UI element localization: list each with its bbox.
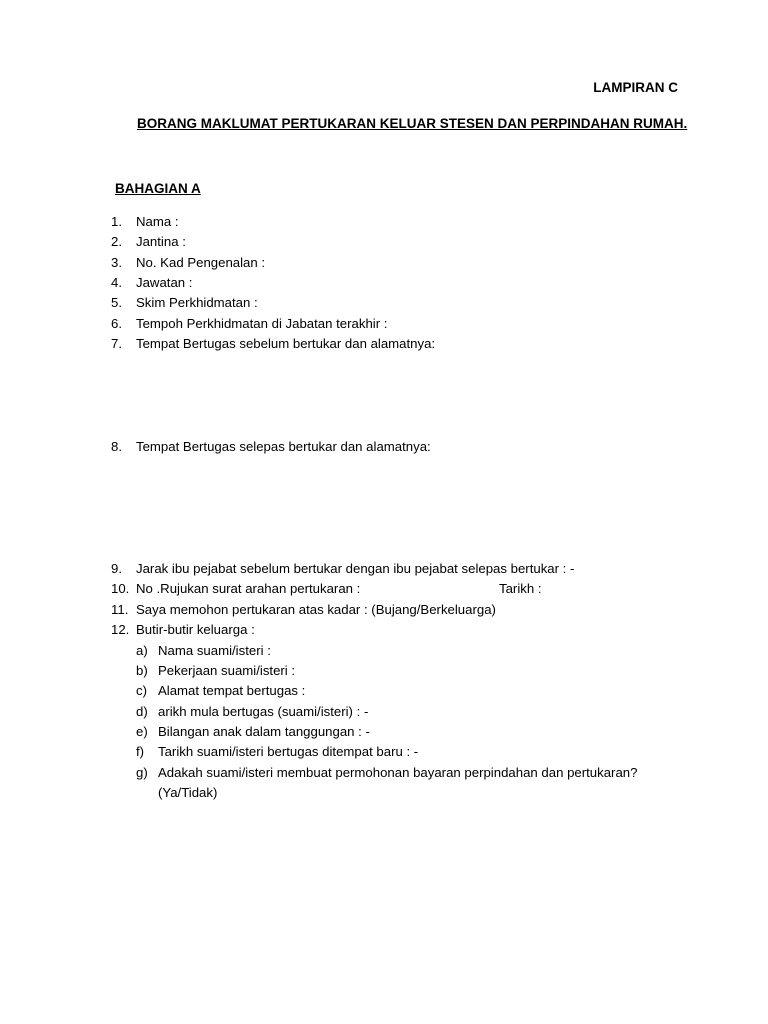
subitem-label: Bilangan anak dalam tanggungan : - [158,724,370,739]
subitem-label: Pekerjaan suami/isteri : [158,663,296,678]
subitem-label: Nama suami/isteri : [158,643,271,658]
item-number: 4. [111,275,122,290]
item-label: Saya memohon pertukaran atas kadar : (Bujang/Berkeluarga) [136,602,496,617]
subitem-letter: a) [136,643,148,658]
subitem-letter: b) [136,663,148,678]
item-label: Tempat Bertugas selepas bertukar dan alamatnya: [136,439,431,454]
subitem-letter: c) [136,683,147,698]
item-label: Tempoh Perkhidmatan di Jabatan terakhir : [136,316,388,331]
item-label: Tempat Bertugas sebelum bertukar dan alamatnya: [136,336,436,351]
subitem-letter: g) [136,765,148,780]
item-label: No .Rujukan surat arahan pertukaran : [136,581,361,596]
subitem-label: Adakah suami/isteri membuat permohonan bayaran perpindahan dan pertukaran? [158,765,638,780]
item-label: Jantina : [136,234,186,249]
subitem-label: Alamat tempat bertugas : [158,683,306,698]
item-number: 9. [111,561,122,576]
item-number: 1. [111,214,122,229]
item-number: 8. [111,439,122,454]
item-label: No. Kad Pengenalan : [136,255,266,270]
item-number: 11. [111,602,129,617]
subitem-label: arikh mula bertugas (suami/isteri) : - [158,704,369,719]
item-number: 7. [111,336,122,351]
subitem-letter: d) [136,704,148,719]
item-label: Skim Perkhidmatan : [136,295,258,310]
item-label: Jarak ibu pejabat sebelum bertukar dengan ibu pejabat selepas bertukar : - [136,561,575,576]
section-heading: BAHAGIAN A [115,181,201,196]
item-number: 5. [111,295,122,310]
item-number: 10. [111,581,130,596]
item-number: 3. [111,255,122,270]
item-number: 6. [111,316,122,331]
item-label: Nama : [136,214,179,229]
subitem-label: (Ya/Tidak) [158,785,218,800]
subitem-label: Tarikh suami/isteri bertugas ditempat baru : - [158,744,419,759]
appendix-label: LAMPIRAN C [593,80,678,95]
tarikh-label: Tarikh : [499,581,542,596]
item-number: 2. [111,234,122,249]
item-number: 12. [111,622,130,637]
item-label: Butir-butir keluarga : [136,622,255,637]
subitem-letter: e) [136,724,148,739]
item-label: Jawatan : [136,275,193,290]
subitem-letter: f) [136,744,145,759]
form-title: BORANG MAKLUMAT PERTUKARAN KELUAR STESEN DAN PERPINDAHAN RUMAH. [137,116,688,131]
